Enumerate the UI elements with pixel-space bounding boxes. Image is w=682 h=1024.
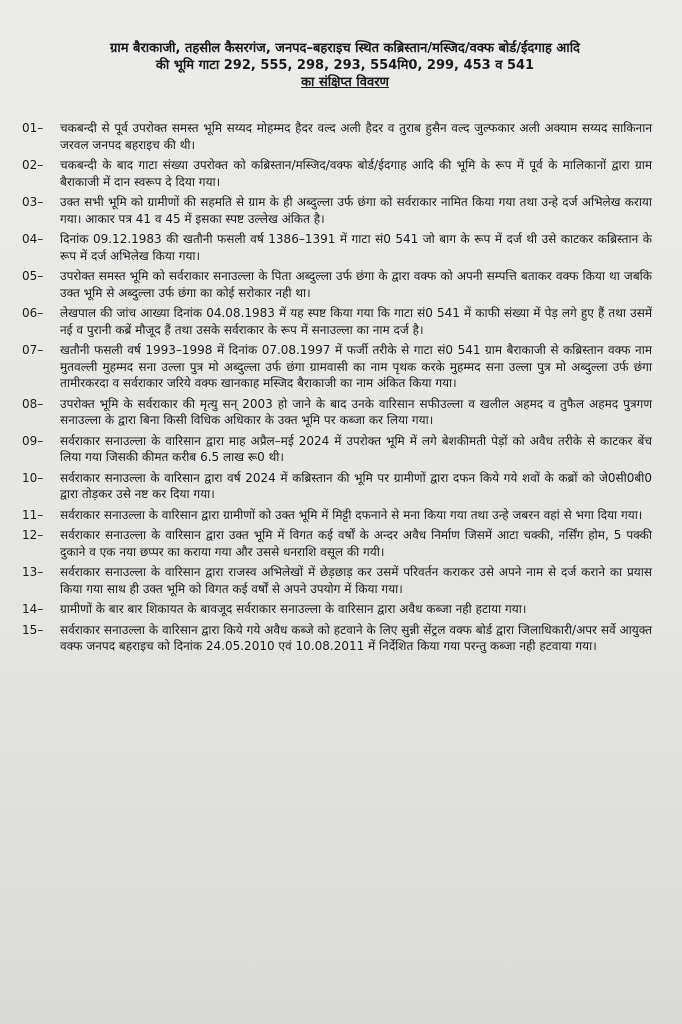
list-item [22,305,652,338]
item-number: 13– [22,565,44,579]
list-item [22,433,652,466]
item-number: 06– [22,306,44,320]
item-number: 14– [22,602,44,616]
item-list [22,120,652,659]
item-text: उपरोक्त भूमि के सर्वराकार की मृत्यु सन् 2003 हो जाने के बाद उनके वारिसान सफीउल्ला व खलील अहमद व तुफैल अहमद पुत्रगण सनाउल्ला के द्वारा बिना किसी विधिक अधिकार के उक्त भूमि पर कब्जा कर लिया गया। [60,396,652,427]
item-text: उक्त सभी भूमि को ग्रामीणों की सहमति से ग्राम के ही अब्दुल्ला उर्फ छंगा को सर्वराकार नामित किया गया तथा उन्हे दर्ज अभिलेख कराया गया। आकार पत्र 41 व 45 में इसका स्पष्ट उल्लेख अंकित है। [60,195,652,226]
item-number: 07– [22,343,44,357]
item-text: सर्वराकार सनाउल्ला के वारिसान द्वारा वर्ष 2024 में कब्रिस्तान की भूमि पर ग्रामीणों द्वारा दफन किये गये शवों के कब्रों को जे0सी0बी0 द्वारा तोड़कर उसे नष्ट कर दिया गया। [60,470,652,501]
item-text: सर्वराकार सनाउल्ला के वारिसान द्वारा ग्रामीणों को उक्त भूमि में मिट्टी दफनाने से मना किया गया तथा उन्हे जबरन वहां से भगा दिया गया। [60,507,643,522]
item-number: 11– [22,507,44,522]
title-line-2: की भूमि गाटा 292, 555, 298, 293, 554मि0, 299, 453 व 541 [155,58,535,73]
item-text: दिनांक 09.12.1983 की खतौनी फसली वर्ष 1386–1391 में गाटा सं0 541 जो बाग के रूप में दर्ज थी उसे काटकर कब्रिस्तान के रूप में दर्ज अभिलेख किया गया। [60,232,652,263]
item-number: 10– [22,470,44,485]
list-item [22,268,652,301]
item-number: 12– [22,528,44,542]
item-text: सर्वराकार सनाउल्ला के वारिसान द्वारा माह अप्रैल–मई 2024 में उपरोक्त भूमि में लगे बेशकीमती पेड़ों को अवैध तरीके से काटकर बेंच लिया गया जिसकी कीमत करीब 6.5 लाख रू0 थी। [60,433,652,464]
list-item [22,342,652,392]
item-number: 15– [22,622,44,637]
list-item [22,507,652,524]
list-item [22,564,652,597]
list-item [22,470,652,503]
item-number: 02– [22,158,44,172]
list-item [22,157,652,190]
list-item [22,194,652,227]
item-text: सर्वराकार सनाउल्ला के वारिसान द्वारा उक्त भूमि में विगत कई वर्षों के अन्दर अवैध निर्माण जिसमें आटा चक्की, नर्सिंग होम, 5 पक्की दुकाने व एक नया छप्पर का कराया गया और उससे धनराशि वसूल की गयी। [60,528,652,559]
item-text: सर्वराकार सनाउल्ला के वारिसान द्वारा किये गये अवैध कब्जे को हटवाने के लिए सुन्नी सेंट्रल वक्फ बोर्ड द्वारा जिलाधिकारी/अपर सर्वे आयुक्त वक्फ जनपद बहराइच को दिनांक 24.05.2010 एवं 10.08.2011 में निर्देशित किया गया परन्तु कब्जा नही हटवाया गया। [60,622,652,653]
item-text: लेखपाल की जांच आख्या दिनांक 04.08.1983 में यह स्पष्ट किया गया कि गाटा सं0 541 में काफी संख्या में पेड़ लगे हुए हैं तथा उसमें नई व पुरानी कब्रें मौजूद हैं तथा उसके सर्वराकार के रूप में सनाउल्ला का नाम दर्ज है। [60,306,652,337]
item-number: 09– [22,433,44,448]
list-item [22,231,652,264]
title-line-1: ग्राम बैराकाजी, तहसील कैसरगंज, जनपद–बहराइच स्थित कब्रिस्तान/मस्जिद/वक्फ बोर्ड/ईदगाह आदि [110,41,580,56]
item-text: सर्वराकार सनाउल्ला के वारिसान द्वारा राजस्व अभिलेखों में छेड़छाड़ कर उसमें परिवर्तन कराकर उसे अपने नाम से दर्ज कराने का प्रयास किया गया साथ ही उक्त भूमि को विगत कई वर्षों से अपने उपयोग में किया गया। [60,565,652,596]
item-number: 05– [22,269,44,283]
item-number: 03– [22,195,44,209]
document-title [20,40,670,91]
item-text: ग्रामीणों के बार बार शिकायत के बावजूद सर्वराकार सनाउल्ला के वारिसान द्वारा अवैध कब्जा नही हटाया गया। [60,602,527,616]
list-item [22,601,652,618]
item-number: 01– [22,121,44,135]
item-number: 04– [22,232,44,246]
list-item [22,527,652,560]
item-text: खतौनी फसली वर्ष 1993–1998 में दिनांक 07.08.1997 में फर्जी तरीके से गाटा सं0 541 ग्राम बैराकाजी से कब्रिस्तान वक्फ नाम मुतवल्ली मुहम्मद सना उल्ला पुत्र मो अब्दुल्ला उर्फ छंगा ग्रामवासी का नाम पृथक करके मुहम्मद सना उल्ला पुत्र मो अब्दुल्ला उर्फ छंगा तामीरकरदा व सर्वराकार जरिये वक्फ खानकाह मस्जिद बैराकाजी का नाम अंकित किया गया। [60,343,652,390]
list-item [22,396,652,429]
item-text: चकबन्दी के बाद गाटा संख्या उपरोक्त को कब्रिस्तान/मस्जिद/वक्फ बोर्ड/ईदगाह आदि की भूमि के रूप में पूर्व के मालिकानों द्वारा ग्राम बैराकाजी में दान स्वरूप दे दिया गया। [60,158,652,189]
item-text: उपरोक्त समस्त भूमि को सर्वराकार सनाउल्ला के पिता अब्दुल्ला उर्फ छंगा के द्वारा वक्फ को अपनी सम्पत्ति बताकर वक्फ किया था जबकि उक्त भूमि से अब्दुल्ला उर्फ छंगा का कोई सरोकार नही था। [60,269,652,300]
title-line-3: का संक्षिप्त विवरण [301,75,389,90]
list-item [22,120,652,153]
list-item [22,622,652,655]
item-number: 08– [22,396,44,411]
item-text: चकबन्दी से पूर्व उपरोक्त समस्त भूमि सय्यद मोहम्मद हैदर वल्द अली हैदर व तुराब हुसैन वल्द जुल्फकार अली अक्याम सय्यद साकिनान जरवल जनपद बहराइच की थी। [60,121,652,152]
